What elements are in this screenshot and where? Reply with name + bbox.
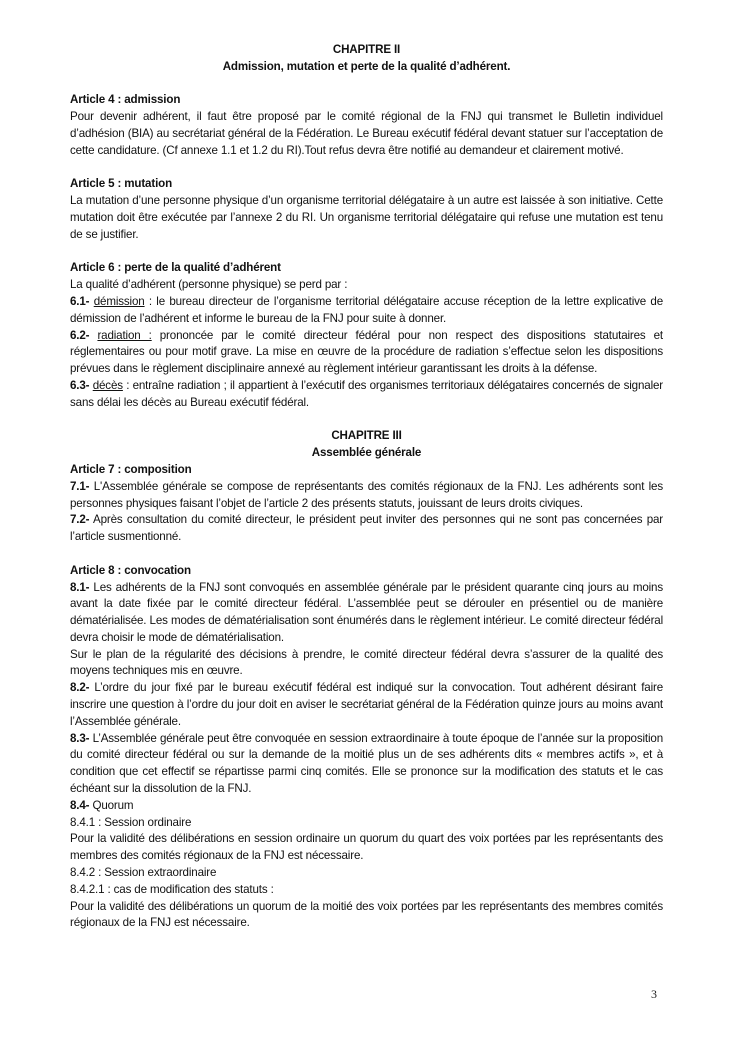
page-number: 3: [651, 987, 657, 1001]
item-number: 7.2-: [70, 513, 90, 527]
item-number: 8.4-: [70, 798, 90, 812]
item-number: 7.1-: [70, 479, 90, 493]
article-8-heading: Article 8 : convocation: [70, 563, 191, 577]
item-text: L'Assemblée générale se compose de représentants des comités régionaux de la FNJ. Les adhérents sont les personnes physiques faisant l’objet de l’article 2 des présents statuts, jouissant de leurs droits civiques.: [70, 479, 663, 510]
article-7-heading: Article 7 : composition: [70, 462, 192, 476]
article-5-heading: Article 5 : mutation: [70, 177, 173, 191]
item-text: Les adhérents de la FNJ sont convoqués en assemblée générale par le président quarante cinq jours au moins avant la date fixée par le comité directeur fédéral: [70, 580, 663, 611]
item-text: : le bureau directeur de l’organisme territorial délégataire accuse réception de la lettre explicative de démission de l’adhérent et informe le bureau de la FNJ pour suite à donner.: [70, 294, 663, 325]
article-6-1: [70, 294, 663, 328]
item-text: Après consultation du comité directeur, le président peut inviter des personnes qui ne sont pas concernées par l’article susmentionné.: [70, 513, 663, 544]
article-5-text: La mutation d’une personne physique d’un organisme territorial délégataire à un autre est laissée à son initiative. Cette mutation doit être exécutée par l’annexe 2 du RI. Un organisme territorial délégataire qui refuse une mutation est tenu de se justifier.: [70, 194, 663, 241]
section-8-4-2-1-title: 8.4.2.1 : cas de modification des statuts :: [70, 882, 274, 896]
item-text: prononcée par le comité directeur fédéral pour non respect des dispositions statutaires et réglementaires ou pour motif grave. La mise en œuvre de la procédure de radiation s’effectue selon les dispositions prévues dans le règlement disciplinaire annexé au règlement intérieur garantissant les droits à la défense.: [70, 328, 663, 376]
article-8-3: [70, 731, 663, 798]
chapter-2-subtitle: Admission, mutation et perte de la qualité d’adhérent.: [222, 59, 511, 73]
item-number: 6.1-: [70, 294, 90, 308]
item-text: L’assemblée peut se dérouler en présentiel ou de manière dématérialisée. Les modes de dématérialisation sont énumérés dans le règlement intérieur. Le comité directeur fédéral devra choisir le mode de dématérialisation.: [70, 597, 663, 644]
item-text: Quorum: [89, 798, 134, 812]
article-6-2: [70, 328, 663, 378]
section-8-4-1-text: Pour la validité des délibérations en session ordinaire un quorum du quart des voix portées par les représentants des membres des comités régionaux de la FNJ est nécessaire.: [70, 832, 663, 863]
document-page: [70, 42, 663, 932]
item-number: 6.2-: [70, 328, 90, 342]
article-8-1: [70, 580, 663, 647]
article-8-1-continued: Sur le plan de la régularité des décisions à prendre, le comité directeur fédéral devra s’assurer de la qualité des moyens techniques mis en œuvre.: [70, 647, 663, 678]
article-6-intro: La qualité d’adhérent (personne physique) se perd par :: [70, 278, 348, 292]
article-4-heading: Article 4 : admission: [70, 93, 181, 107]
section-8-4-2-1-text: Pour la validité des délibérations un quorum de la moitié des voix portées par les représentants des membres comités régionaux de la FNJ est nécessaire.: [70, 899, 663, 930]
chapter-3-subtitle: Assemblée générale: [311, 446, 422, 460]
article-8-2: [70, 680, 663, 730]
item-number: 8.3-: [70, 731, 90, 745]
item-number: 6.3-: [70, 378, 90, 392]
chapter-3-title: CHAPITRE III: [331, 429, 402, 443]
item-text: : entraîne radiation ; il appartient à l’exécutif des organismes territoriaux délégataires concernés de signaler sans délai les décès au Bureau exécutif fédéral.: [70, 378, 663, 409]
chapter-2-title: CHAPITRE II: [332, 43, 401, 56]
article-4-text: Pour devenir adhérent, il faut être proposé par le comité régional de la FNJ qui transmet le Bulletin individuel d’adhésion (BIA) au secrétariat général de la Fédération. Le Bureau exécutif fédéral devant statuer sur l’acceptation de cette candidature. (Cf annexe 1.1 et 1.2 du RI).Tout refus devra être notifié au demandeur et clairement motivé.: [70, 110, 663, 157]
item-number: 8.1-: [70, 580, 90, 594]
item-text: L’Assemblée générale peut être convoquée en session extraordinaire à toute époque de l’année sur la proposition du comité directeur fédéral ou sur la demande de la moitié plus un de ses adhérents dits « membres actifs », et à condition que cet effectif se répartisse parmi cinq comités. Elle se prononce sur la modification des statuts et le cas échéant sur la dissolution de la FNJ.: [70, 731, 663, 796]
item-number: 8.2-: [70, 681, 90, 695]
article-6-heading: Article 6 : perte de la qualité d’adhérent: [70, 261, 281, 275]
section-8-4-1-title: 8.4.1 : Session ordinaire: [70, 815, 192, 829]
article-8-4: [70, 798, 663, 815]
item-term: radiation :: [97, 328, 152, 342]
item-term: décès: [92, 378, 123, 392]
highlighted-period: .: [338, 597, 342, 611]
item-text: L’ordre du jour fixé par le bureau exécutif fédéral est indiqué sur la convocation. Tout adhérent désirant faire inscrire une question à l’ordre du jour doit en aviser le secrétariat général de la Fédération quinze jours au moins avant l’Assemblée générale.: [70, 681, 663, 728]
article-7-1: [70, 479, 663, 513]
article-6-3: [70, 378, 663, 412]
section-8-4-2-title: 8.4.2 : Session extraordinaire: [70, 866, 217, 880]
article-7-2: [70, 512, 663, 546]
item-term: démission: [93, 294, 145, 308]
